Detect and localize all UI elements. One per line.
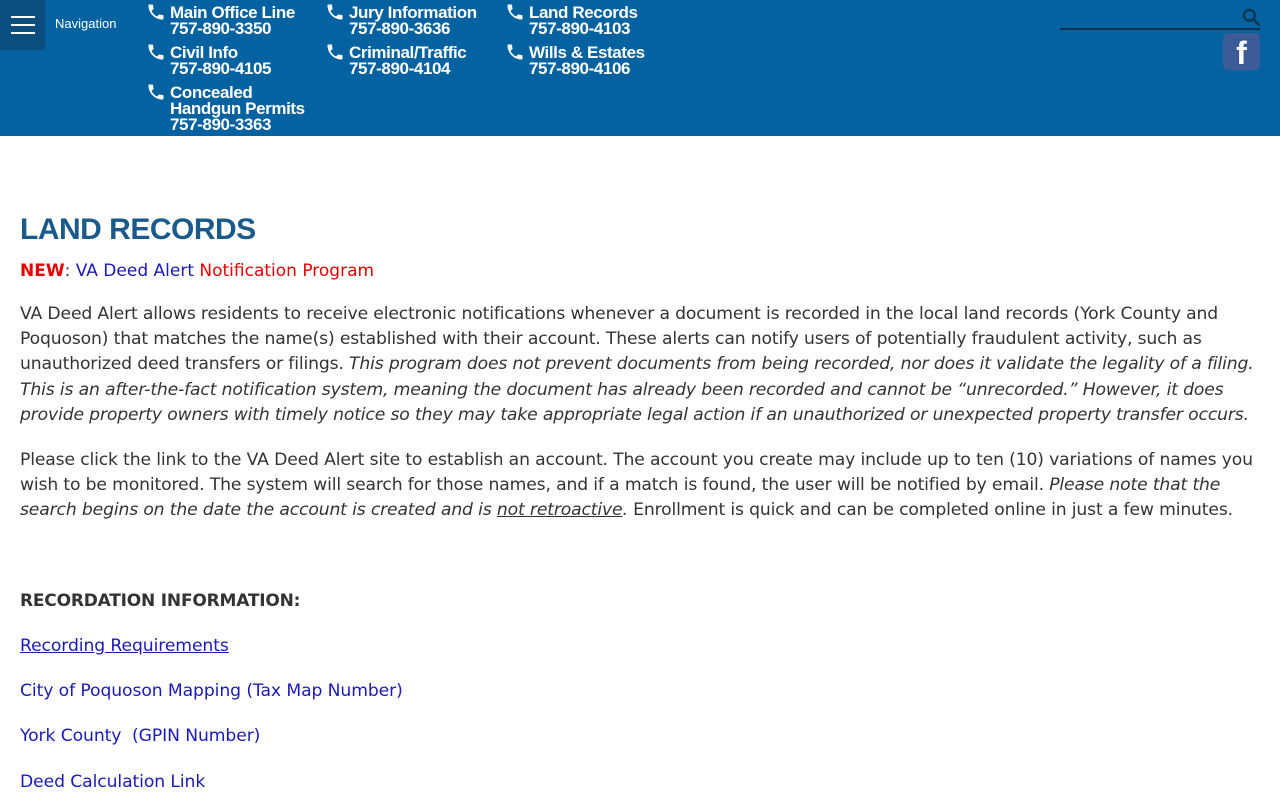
contact-phone: 757-890-3363 xyxy=(170,115,272,134)
hamburger-menu-icon[interactable] xyxy=(0,0,45,50)
phone-icon xyxy=(325,42,345,62)
recordation-heading: RECORDATION INFORMATION: xyxy=(20,591,301,611)
phone-icon xyxy=(505,2,525,22)
description-text: VA Deed Alert allows residents to receive electronic notifications whenever a document is recorded in the local land records (York County and Poquoson) that matches the name(s) established with their account. These alerts can notify users of potentially fraudulent activity, such as unauthorized deed transfers or filings. xyxy=(20,304,1219,375)
instructions-tail: Enrollment is quick and can be completed online in just a few minutes. xyxy=(627,500,1233,521)
deed-alert-description xyxy=(20,302,1264,428)
note-period: . xyxy=(622,500,628,521)
phone-icon xyxy=(505,42,525,62)
facebook-letter: f xyxy=(1236,35,1247,71)
search-icon[interactable] xyxy=(1241,7,1261,27)
menu-bar xyxy=(11,16,35,18)
deed-calculation-link[interactable]: Deed Calculation Link xyxy=(20,772,206,792)
facebook-icon[interactable] xyxy=(1223,33,1260,70)
phone-icon xyxy=(146,2,166,22)
site-header xyxy=(0,0,1280,136)
contact-name: Main Office Line xyxy=(170,3,295,22)
contact-phone: 757-890-3350 xyxy=(170,19,272,38)
contact-name: Concealed xyxy=(170,83,253,102)
contact-phone: 757-890-3636 xyxy=(349,19,451,38)
phone-icon xyxy=(325,2,345,22)
contact-phone: 757-890-4103 xyxy=(529,19,631,38)
contact-name: Wills & Estates xyxy=(529,43,645,62)
contact-name: Jury Information xyxy=(349,3,477,22)
contact-civil-info[interactable] xyxy=(170,45,271,77)
recording-requirements-link[interactable]: Recording Requirements xyxy=(20,636,229,656)
navigation-label[interactable]: Navigation xyxy=(55,16,117,31)
new-separator: : xyxy=(64,261,76,281)
contact-jury-information[interactable] xyxy=(349,5,477,37)
va-deed-alert-link[interactable]: VA Deed Alert xyxy=(75,261,194,281)
instructions-text: Please click the link to the VA Deed Alert site to establish an account. The account you create may include up to ten (10) variations of names you wish to be monitored. The system will search for those names, and if a match is found, the user will be notified by email. xyxy=(20,450,1253,496)
contact-name: Criminal/Traffic xyxy=(349,43,467,62)
contact-concealed-handgun-permits[interactable] xyxy=(170,85,305,133)
new-badge: NEW xyxy=(20,261,65,281)
search-input[interactable] xyxy=(1060,4,1236,28)
page-title: LAND RECORDS xyxy=(20,213,256,246)
contact-name: Civil Info xyxy=(170,43,238,62)
poquoson-mapping-link[interactable]: City of Poquoson Mapping (Tax Map Number) xyxy=(20,681,403,701)
phone-icon xyxy=(146,82,166,102)
not-retroactive-text: not retroactive xyxy=(496,500,623,521)
contact-criminal-traffic[interactable] xyxy=(349,45,466,77)
contact-land-records[interactable] xyxy=(529,5,638,37)
contact-name: Handgun Permits xyxy=(170,99,305,118)
contact-phone: 757-890-4104 xyxy=(349,59,451,78)
description-disclaimer: This program does not prevent documents from being recorded, nor does it validate the legality of a filing. This is an after-the-fact notification system, meaning the document has already been recorded and cannot be “unrecorded.” However, it does provide property owners with timely notice so they may take appropriate legal action if an unauthorized or unexpected property transfer occurs. xyxy=(20,354,1254,425)
contact-phone: 757-890-4105 xyxy=(170,59,272,78)
search-box xyxy=(1060,4,1260,30)
note-text: Please note that the search begins on the date the account is created and is xyxy=(20,475,1221,521)
contact-wills-estates[interactable] xyxy=(529,45,645,77)
account-instructions xyxy=(20,448,1264,524)
contact-phone: 757-890-4106 xyxy=(529,59,631,78)
menu-bar xyxy=(11,24,35,26)
notification-program-text: Notification Program xyxy=(193,261,375,281)
york-county-gpin-link[interactable]: York County (GPIN Number) xyxy=(20,726,261,746)
menu-bar xyxy=(11,32,35,34)
phone-icon xyxy=(146,42,166,62)
new-announcement xyxy=(20,260,374,282)
contact-name: Land Records xyxy=(529,3,638,22)
contact-main-office[interactable] xyxy=(170,5,295,37)
